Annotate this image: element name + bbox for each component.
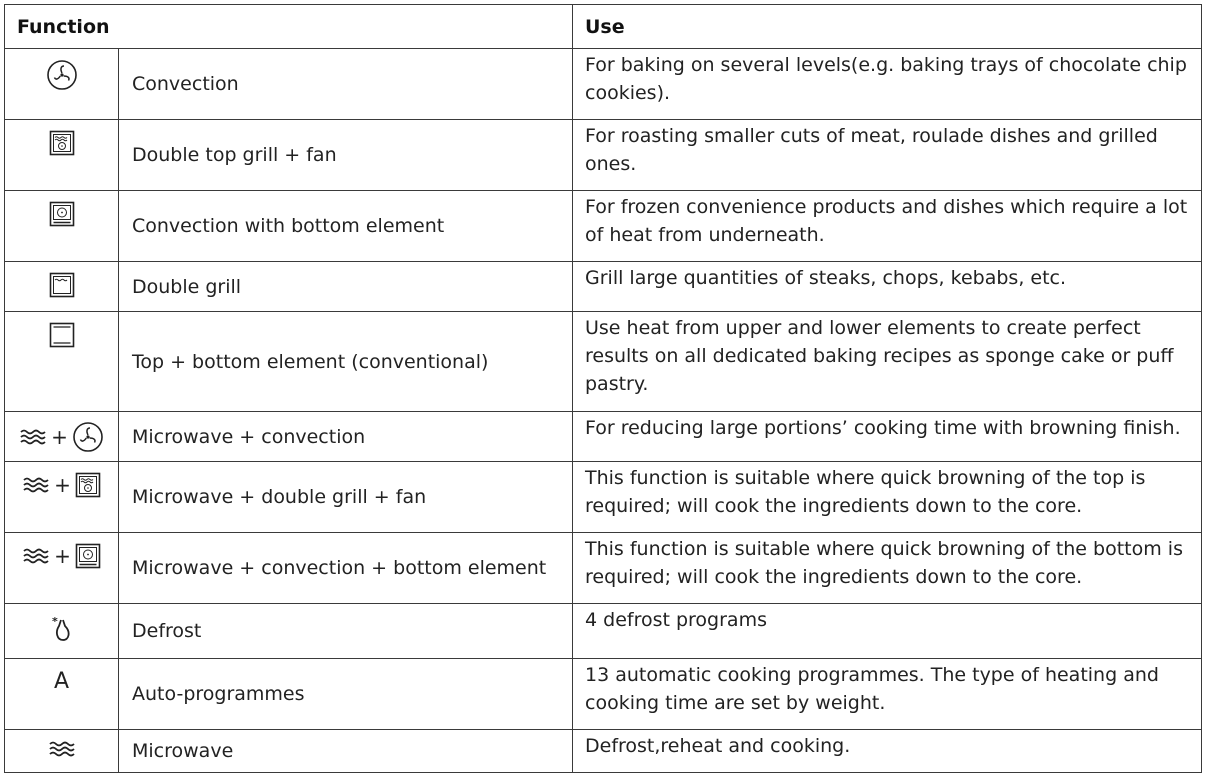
plus-sign: +: [54, 544, 71, 568]
function-use: This function is suitable where quick browning of the bottom is required; will cook the ingredients down to the core.: [573, 533, 1202, 604]
defrost-icon: [49, 614, 75, 644]
header-row: [5, 5, 1202, 49]
table-row: [5, 659, 1202, 730]
auto-programme-icon: A: [53, 669, 70, 694]
double-grill-fan-icon: [49, 130, 75, 156]
microwave-icon: [48, 739, 76, 759]
fan-bottom-element-icon: [49, 201, 75, 227]
header-function: Function: [5, 5, 573, 49]
function-use: Defrost,reheat and cooking.: [573, 730, 1202, 773]
microwave-fan-bottom-icon: [75, 543, 101, 569]
function-name: Double top grill + fan: [119, 120, 573, 191]
function-use: For baking on several levels(e.g. baking trays of chocolate chip cookies).: [573, 49, 1202, 120]
microwave-grill-fan-icon: [75, 472, 101, 498]
table-row: [5, 312, 1202, 412]
table-row: [5, 604, 1202, 659]
function-name: Convection with bottom element: [119, 191, 573, 262]
table-row: [5, 191, 1202, 262]
function-use: 4 defrost programs: [573, 604, 1202, 659]
function-use: Use heat from upper and lower elements to create perfect results on all dedicated baking recipes as sponge cake or puff pastry.: [573, 312, 1202, 412]
convection-fan-icon: [46, 59, 78, 91]
function-name: Defrost: [119, 604, 573, 659]
microwave-waves-icon: [22, 475, 50, 495]
table-row: [5, 49, 1202, 120]
function-name: Auto-programmes: [119, 659, 573, 730]
function-name: Double grill: [119, 262, 573, 312]
function-use: This function is suitable where quick browning of the top is required; will cook the ingredients down to the core.: [573, 462, 1202, 533]
table-row: [5, 120, 1202, 191]
top-bottom-element-icon: [49, 322, 75, 348]
function-name: Microwave + convection + bottom element: [119, 533, 573, 604]
function-use: 13 automatic cooking programmes. The type of heating and cooking time are set by weight.: [573, 659, 1202, 730]
microwave-waves-icon: [22, 546, 50, 566]
function-use: For frozen convenience products and dishes which require a lot of heat from underneath.: [573, 191, 1202, 262]
microwave-convection-icon: [72, 421, 104, 453]
table-row: [5, 462, 1202, 533]
function-use: For reducing large portions’ cooking time with browning finish.: [573, 412, 1202, 462]
table-row: [5, 412, 1202, 462]
plus-sign: +: [51, 424, 68, 449]
microwave-waves-icon: [19, 427, 47, 447]
function-name: Microwave + convection: [119, 412, 573, 462]
function-use: Grill large quantities of steaks, chops, kebabs, etc.: [573, 262, 1202, 312]
header-use: Use: [573, 5, 1202, 49]
function-name: Top + bottom element (conventional): [119, 312, 573, 412]
double-grill-icon: [49, 272, 75, 298]
svg-text:*: *: [51, 615, 58, 628]
plus-sign: +: [54, 473, 71, 497]
function-name: Convection: [119, 49, 573, 120]
functions-table: [4, 4, 1202, 773]
table-row: [5, 262, 1202, 312]
function-name: Microwave: [119, 730, 573, 773]
function-name: Microwave + double grill + fan: [119, 462, 573, 533]
function-use: For roasting smaller cuts of meat, roulade dishes and grilled ones.: [573, 120, 1202, 191]
table-row: [5, 533, 1202, 604]
table-row: [5, 730, 1202, 773]
